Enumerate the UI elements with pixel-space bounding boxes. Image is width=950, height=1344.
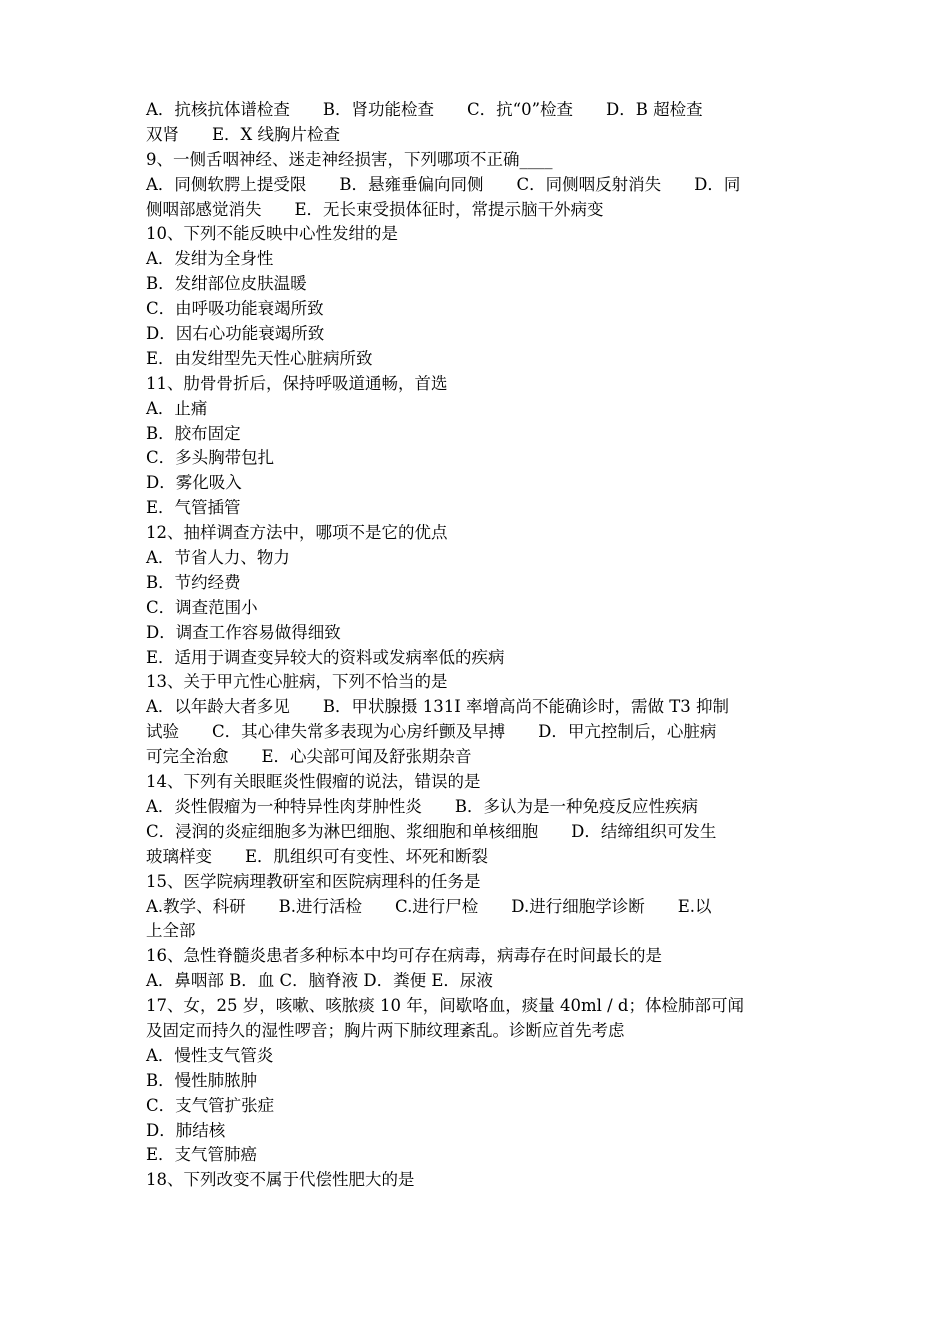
text-line: 玻璃样变 E．肌组织可有变性、坏死和断裂 <box>146 846 489 866</box>
text-line: D．因右心功能衰竭所致 <box>146 324 325 344</box>
text-line: D．调查工作容易做得细致 <box>146 622 341 642</box>
text-line: E．气管插管 <box>146 498 241 518</box>
text-line: 18、下列改变不属于代偿性肥大的是 <box>146 1170 415 1190</box>
text-line: 15、医学院病理教研室和医院病理科的任务是 <box>146 871 481 891</box>
text-line: D．肺结核 <box>146 1120 226 1140</box>
text-line: 16、急性脊髓炎患者多种标本中均可存在病毒，病毒存在时间最长的是 <box>146 946 662 966</box>
text-line: 12、抽样调查方法中，哪项不是它的优点 <box>146 523 448 543</box>
text-line: C．调查范围小 <box>146 597 258 617</box>
text-line: 可完全治愈 E．心尖部可闻及舒张期杂音 <box>146 747 472 767</box>
text-line: A．抗核抗体谱检查 B．肾功能检查 C．抗“0”检查 D．B 超检查 <box>146 100 703 119</box>
text-line: C．支气管扩张症 <box>146 1095 275 1115</box>
text-line: B．胶布固定 <box>146 423 241 443</box>
text-line: C．由呼吸功能衰竭所致 <box>146 299 324 319</box>
document-body <box>146 98 806 1193</box>
text-line: 10、下列不能反映中心性发绀的是 <box>146 224 398 244</box>
text-line: 11、肋骨骨折后，保持呼吸道通畅，首选 <box>146 373 448 393</box>
text-line: A．鼻咽部 B．血 C．脑脊液 D．粪便 E．尿液 <box>146 971 493 991</box>
text-line: B．节约经费 <box>146 572 241 592</box>
text-line: A．慢性支气管炎 <box>146 1045 274 1065</box>
text-line: B．发绀部位皮肤温暖 <box>146 274 307 294</box>
text-line: A．止痛 <box>146 398 208 418</box>
text-line: E．支气管肺癌 <box>146 1145 258 1165</box>
text-line: D．雾化吸入 <box>146 473 242 493</box>
text-line: C．多头胸带包扎 <box>146 448 275 468</box>
text-line: E．由发绀型先天性心脏病所致 <box>146 348 373 368</box>
text-line: 双肾 E．X 线胸片检查 <box>146 124 341 144</box>
text-line: A．发绀为全身性 <box>146 249 274 269</box>
text-line: 14、下列有关眼眶炎性假瘤的说法，错误的是 <box>146 772 481 792</box>
text-line: 侧咽部感觉消失 E．无长束受损体征时，常提示脑干外病变 <box>146 199 604 219</box>
text-line: 9、一侧舌咽神经、迷走神经损害，下列哪项不正确____ <box>146 149 553 169</box>
text-line: A．同侧软腭上提受限 B．悬雍垂偏向同侧 C．同侧咽反射消失 D．同 <box>146 174 741 194</box>
text-line: C．浸润的炎症细胞多为淋巴细胞、浆细胞和单核细胞 D．结缔组织可发生 <box>146 821 717 841</box>
text-line: A.教学、科研 B.进行活检 C.进行尸检 D.进行细胞学诊断 E.以 <box>146 896 712 916</box>
text-line: 试验 C．其心律失常多表现为心房纤颤及早搏 D．甲亢控制后，心脏病 <box>146 722 717 742</box>
text-line: E．适用于调查变异较大的资料或发病率低的疾病 <box>146 647 505 667</box>
text-line: 13、关于甲亢性心脏病，下列不恰当的是 <box>146 672 448 692</box>
text-line: 17、女，25 岁，咳嗽、咳脓痰 10 年，间歇咯血，痰量 40ml / d；体检肺部可闻 <box>146 996 744 1016</box>
text-line: 及固定而持久的湿性啰音；胸片两下肺纹理紊乱。诊断应首先考虑 <box>146 1020 625 1040</box>
text-line: 上全部 <box>146 921 196 941</box>
text-line: A．以年龄大者多见 B．甲状腺摄 131I 率增高尚不能确诊时，需做 T3 抑制 <box>146 697 730 717</box>
text-line: B．慢性肺脓肿 <box>146 1070 258 1090</box>
text-line: A．炎性假瘤为一种特异性肉芽肿性炎 B．多认为是一种免疫反应性疾病 <box>146 796 699 816</box>
text-line: A．节省人力、物力 <box>146 548 290 568</box>
